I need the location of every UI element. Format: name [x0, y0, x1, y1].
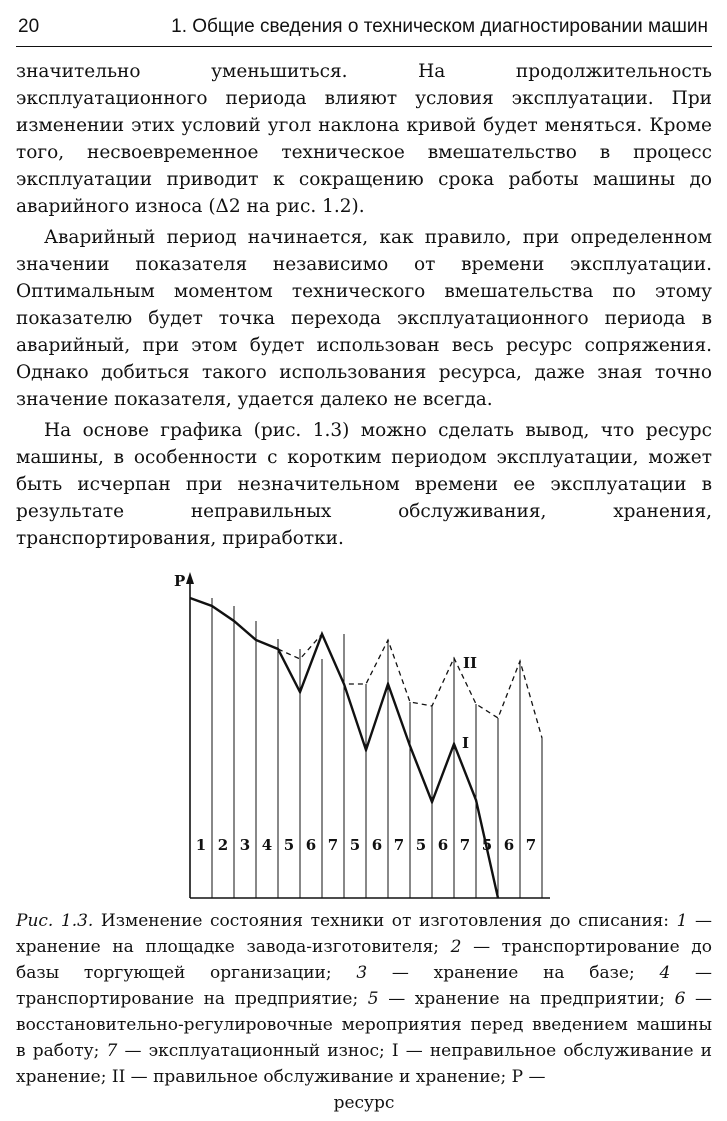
column-label: 5: [415, 836, 427, 854]
caption-num-7: 7: [106, 1041, 118, 1061]
caption-num-3: 3: [356, 963, 368, 983]
column-label: 3: [239, 836, 251, 854]
caption-title: Изменение состояния техники от изготовления до списания:: [93, 911, 677, 931]
caption-item-2: — транспортирование до базы торгующей организации;: [16, 937, 712, 983]
caption-num-1: 1: [676, 911, 688, 931]
column-label: 6: [305, 836, 317, 854]
caption-num-2: 2: [450, 937, 462, 957]
column-label: 5: [481, 836, 493, 854]
caption-item-4: — транспортирование на предприятие;: [16, 963, 712, 1009]
column-label: 7: [327, 836, 339, 854]
caption-item-6: — восстановительно-регулировочные мероприятия перед введением машины в работу;: [16, 989, 712, 1061]
paragraph-2: Аварийный период начинается, как правило, при определенном значении показателя независимо от времени эксплуатации. Оптимальным моментом технического вмешательства по этому показателю будет точка перехода эксплуатационного периода в аварийный, при этом будет использован весь ресурс сопряжения. Однако добиться такого использования ресурса, даже зная точно значение показателя, удается далеко не всегда.: [16, 227, 712, 410]
caption-item-5: — хранение на предприятии;: [378, 989, 675, 1009]
column-label: 5: [283, 836, 295, 854]
caption-item-3: — хранение на базе;: [367, 963, 660, 983]
column-label: 7: [459, 836, 471, 854]
body-text: [16, 58, 712, 552]
column-label: 7: [393, 836, 405, 854]
y-axis-arrow: [186, 572, 194, 584]
column-label: 6: [503, 836, 515, 854]
page-number: 20: [18, 16, 40, 37]
column-label: 4: [261, 836, 273, 854]
curve-label-I: I: [462, 734, 470, 752]
caption-num-4: 4: [659, 963, 671, 983]
column-label: 6: [437, 836, 449, 854]
column-label: 6: [371, 836, 383, 854]
caption-num-6: 6: [674, 989, 686, 1009]
caption-num-5: 5: [367, 989, 379, 1009]
column-label: 1: [195, 836, 207, 854]
caption-figure-ref: Рис. 1.3.: [16, 911, 94, 931]
column-label: 7: [525, 836, 537, 854]
column-label: 2: [217, 836, 229, 854]
figure-caption: [16, 908, 712, 1116]
curve-label-II: II: [463, 654, 478, 672]
caption-item-7: — эксплуатационный износ; I — неправильное обслуживание и хранение; II — правильное обслуживание и хранение; P —: [16, 1041, 712, 1087]
running-header: [16, 12, 712, 47]
figure-diagram: [170, 568, 560, 908]
running-title: 1. Общие сведения о техническом диагностировании машин: [171, 16, 708, 37]
column-label: 5: [349, 836, 361, 854]
axis-label-p: P: [174, 572, 186, 590]
caption-item-1: — хранение на площадке завода-изготовителя;: [16, 911, 712, 957]
paragraph-3: На основе графика (рис. 1.3) можно сделать вывод, что ресурс машины, в особенности с коротким периодом эксплуатации, может быть исчерпан при незначительном времени ее эксплуатации в результате неправильных обслуживания, хранения, транспортирования, приработки.: [16, 420, 712, 549]
paragraph-1: значительно уменьшиться. На продолжительность эксплуатационного периода влияют условия эксплуатации. При изменении этих условий угол наклона кривой будет меняться. Кроме того, несвоевременное техническое вмешательство в процесс эксплуатации приводит к сокращению срока работы машины до аварийного износа (Δ2 на рис. 1.2).: [16, 61, 712, 217]
caption-last-line: ресурс: [333, 1093, 395, 1113]
figure-1-3: [170, 568, 560, 908]
